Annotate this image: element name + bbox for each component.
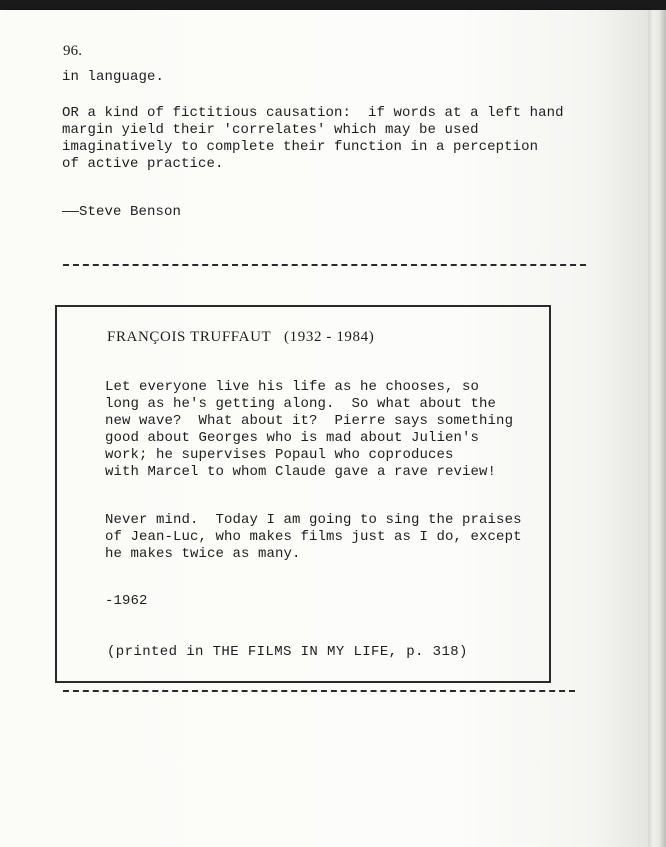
quote-line: of Jean-Luc, who makes films just as I do, except [105,529,522,545]
quote-line: work; he supervises Popaul who coproduces [105,447,454,463]
page-spine-edge [648,10,666,847]
quote-heading: FRANÇOIS TRUFFAUT (1932 - 1984) [107,329,375,345]
quote-source: (printed in THE FILMS IN MY LIFE, p. 318) [107,644,468,660]
page-number: 96. [63,43,83,59]
continuation-line: in language. [62,69,165,85]
book-page [0,10,648,847]
top-border [0,0,666,10]
quote-line: new wave? What about it? Pierre says something [105,413,514,429]
quote-date: -1962 [105,593,148,609]
dashed-divider-bottom [63,690,575,692]
paragraph-line: of active practice. [62,156,224,172]
quote-line: Let everyone live his life as he chooses, so [105,379,480,395]
quote-line: Never mind. Today I am going to sing the praises [105,512,522,528]
quote-line: he makes twice as many. [105,546,301,562]
quote-line: with Marcel to whom Claude gave a rave review! [105,464,497,480]
paragraph-line: OR a kind of fictitious causation: if words at a left hand [62,105,564,121]
dashed-divider-top [63,264,586,266]
paragraph-line: imaginatively to complete their function in a perception [62,139,539,155]
quote-line: long as he's getting along. So what about the [105,396,497,412]
paragraph-line: margin yield their 'correlates' which may be used [62,122,479,138]
author-signature: ——Steve Benson [62,204,182,220]
quote-box [55,305,551,683]
quote-line: good about Georges who is mad about Julien's [105,430,480,446]
